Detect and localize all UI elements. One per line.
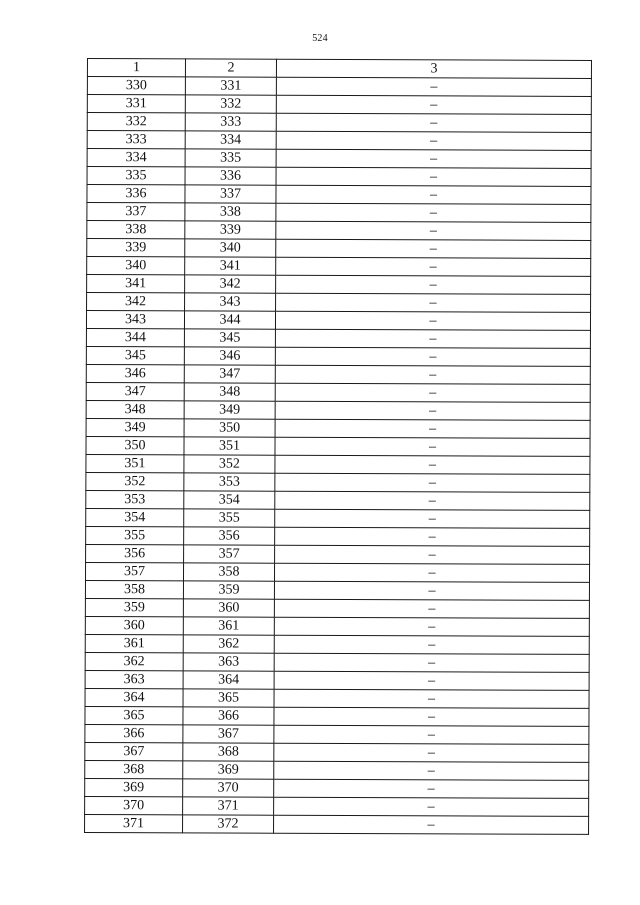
table-row bbox=[86, 346, 590, 366]
table-row bbox=[87, 113, 591, 133]
table-cell-col-1: 350 bbox=[86, 436, 184, 454]
table-cell-col-3: – bbox=[275, 365, 590, 384]
table-cell-col-3: – bbox=[275, 329, 590, 348]
table-cell-col-1: 355 bbox=[86, 526, 184, 544]
table-cell-col-1: 367 bbox=[85, 742, 183, 760]
table-cell-col-2: 351 bbox=[184, 437, 275, 455]
table-row bbox=[86, 311, 590, 331]
table-cell-col-2: 342 bbox=[185, 275, 276, 293]
table-cell-col-1: 332 bbox=[87, 113, 185, 131]
table-cell-col-2: 343 bbox=[185, 293, 276, 311]
table-cell-col-1: 362 bbox=[85, 652, 183, 670]
table-cell-col-2: 354 bbox=[184, 491, 275, 509]
table-row bbox=[85, 742, 589, 762]
table-cell-col-1: 365 bbox=[85, 706, 183, 724]
table-cell-col-2: 367 bbox=[183, 725, 274, 743]
table-row bbox=[86, 364, 590, 384]
table-row bbox=[85, 598, 589, 618]
column-header-2: 2 bbox=[185, 59, 276, 77]
table-cell-col-3: – bbox=[274, 563, 589, 582]
table-cell-col-3: – bbox=[275, 491, 590, 510]
table-row bbox=[85, 616, 589, 636]
table-cell-col-1: 342 bbox=[87, 293, 185, 311]
table-cell-col-1: 339 bbox=[87, 239, 185, 257]
table-cell-col-1: 344 bbox=[86, 328, 184, 346]
table-cell-col-1: 369 bbox=[85, 778, 183, 796]
table-cell-col-1: 337 bbox=[87, 203, 185, 221]
table-cell-col-2: 350 bbox=[184, 419, 275, 437]
table-cell-col-3: – bbox=[274, 707, 589, 726]
table-cell-col-1: 360 bbox=[85, 616, 183, 634]
table-cell-col-3: – bbox=[276, 221, 591, 240]
table-cell-col-1: 334 bbox=[87, 149, 185, 167]
table-row bbox=[86, 418, 590, 438]
table-cell-col-3: – bbox=[275, 545, 590, 564]
table-cell-col-1: 351 bbox=[86, 454, 184, 472]
table-cell-col-1: 333 bbox=[87, 131, 185, 149]
table-cell-col-2: 337 bbox=[185, 185, 276, 203]
table-row bbox=[87, 293, 591, 313]
table-row bbox=[87, 221, 591, 241]
table-cell-col-3: – bbox=[275, 473, 590, 492]
table-cell-col-2: 339 bbox=[185, 221, 276, 239]
table-row bbox=[86, 526, 590, 546]
table-cell-col-3: – bbox=[274, 743, 589, 762]
table-cell-col-3: – bbox=[274, 761, 589, 780]
column-header-1: 1 bbox=[87, 59, 185, 77]
table-cell-col-3: – bbox=[274, 581, 589, 600]
table-cell-col-1: 349 bbox=[86, 418, 184, 436]
table-cell-col-2: 352 bbox=[184, 455, 275, 473]
table-cell-col-2: 359 bbox=[183, 581, 274, 599]
table-cell-col-2: 341 bbox=[185, 257, 276, 275]
table-row bbox=[85, 634, 589, 654]
table-cell-col-3: – bbox=[276, 77, 591, 96]
table-row bbox=[87, 77, 591, 97]
table-cell-col-2: 345 bbox=[184, 329, 275, 347]
table-cell-col-3: – bbox=[274, 797, 589, 816]
table-cell-col-1: 359 bbox=[85, 598, 183, 616]
table-cell-col-1: 370 bbox=[85, 796, 183, 814]
table-cell-col-1: 346 bbox=[86, 364, 184, 382]
table-cell-col-3: – bbox=[274, 671, 589, 690]
table-cell-col-1: 348 bbox=[86, 400, 184, 418]
table-row bbox=[86, 490, 590, 510]
table-cell-col-3: – bbox=[274, 779, 589, 798]
table-row bbox=[86, 436, 590, 456]
table-row bbox=[86, 472, 590, 492]
table-row bbox=[85, 814, 589, 834]
table-cell-col-2: 369 bbox=[183, 761, 274, 779]
table-cell-col-1: 354 bbox=[86, 508, 184, 526]
header-row bbox=[87, 59, 591, 79]
table-row bbox=[87, 149, 591, 169]
table-cell-col-2: 361 bbox=[183, 617, 274, 635]
table-cell-col-1: 368 bbox=[85, 760, 183, 778]
table-cell-col-2: 363 bbox=[183, 653, 274, 671]
table-cell-col-2: 368 bbox=[183, 743, 274, 761]
table-cell-col-3: – bbox=[274, 599, 589, 618]
table-cell-col-3: – bbox=[276, 257, 591, 276]
table-cell-col-2: 365 bbox=[183, 689, 274, 707]
table-cell-col-2: 340 bbox=[185, 239, 276, 257]
table-cell-col-1: 352 bbox=[86, 472, 184, 490]
table-cell-col-3: – bbox=[275, 419, 590, 438]
table-cell-col-1: 345 bbox=[86, 346, 184, 364]
table-cell-col-1: 364 bbox=[85, 688, 183, 706]
table-cell-col-3: – bbox=[274, 635, 589, 654]
table-cell-col-2: 334 bbox=[185, 131, 276, 149]
table-cell-col-1: 356 bbox=[86, 544, 184, 562]
table-cell-col-3: – bbox=[276, 131, 591, 150]
table-cell-col-3: – bbox=[276, 95, 591, 114]
table-cell-col-3: – bbox=[276, 275, 591, 294]
table-row bbox=[85, 778, 589, 798]
table-cell-col-3: – bbox=[275, 437, 590, 456]
table-cell-col-2: 332 bbox=[185, 95, 276, 113]
table-row bbox=[87, 239, 591, 259]
table-row bbox=[87, 185, 591, 205]
table-row bbox=[85, 652, 589, 672]
table-cell-col-1: 340 bbox=[87, 257, 185, 275]
table-cell-col-2: 357 bbox=[184, 545, 275, 563]
table-row bbox=[87, 131, 591, 151]
table-cell-col-3: – bbox=[275, 527, 590, 546]
page-number: 524 bbox=[312, 33, 328, 44]
table-cell-col-2: 371 bbox=[183, 797, 274, 815]
table-cell-col-3: – bbox=[276, 149, 591, 168]
table-cell-col-1: 353 bbox=[86, 490, 184, 508]
table-row bbox=[85, 670, 589, 690]
table-row bbox=[86, 544, 590, 564]
table-cell-col-2: 370 bbox=[183, 779, 274, 797]
table-row bbox=[87, 257, 591, 277]
table-cell-col-2: 355 bbox=[184, 509, 275, 527]
table-cell-col-3: – bbox=[275, 383, 590, 402]
table-cell-col-2: 358 bbox=[183, 563, 274, 581]
table-cell-col-2: 362 bbox=[183, 635, 274, 653]
table-row bbox=[87, 203, 591, 223]
table-row bbox=[85, 724, 589, 744]
table-cell-col-1: 363 bbox=[85, 670, 183, 688]
table-cell-col-1: 336 bbox=[87, 185, 185, 203]
table-cell-col-3: – bbox=[276, 203, 591, 222]
table-cell-col-2: 372 bbox=[183, 815, 274, 833]
table-row bbox=[87, 95, 591, 115]
table-row bbox=[86, 328, 590, 348]
table-row bbox=[86, 508, 590, 528]
table-cell-col-3: – bbox=[276, 239, 591, 258]
table-row bbox=[85, 580, 589, 600]
table-cell-col-2: 348 bbox=[184, 383, 275, 401]
table-cell-col-3: – bbox=[274, 689, 589, 708]
table-row bbox=[87, 167, 591, 187]
table-cell-col-2: 333 bbox=[185, 113, 276, 131]
table-cell-col-2: 356 bbox=[184, 527, 275, 545]
table-row bbox=[87, 275, 591, 295]
table-cell-col-3: – bbox=[276, 113, 591, 132]
table-cell-col-3: – bbox=[276, 167, 591, 186]
data-table bbox=[84, 58, 592, 835]
table-cell-col-3: – bbox=[275, 509, 590, 528]
table-cell-col-1: 358 bbox=[85, 580, 183, 598]
table-cell-col-2: 335 bbox=[185, 149, 276, 167]
table-cell-col-3: – bbox=[275, 311, 590, 330]
table-cell-col-1: 330 bbox=[87, 77, 185, 95]
table-cell-col-3: – bbox=[276, 185, 591, 204]
column-header-3: 3 bbox=[276, 59, 591, 78]
table-cell-col-3: – bbox=[276, 293, 591, 312]
table-cell-col-3: – bbox=[274, 725, 589, 744]
table-cell-col-1: 338 bbox=[87, 221, 185, 239]
table-row bbox=[85, 706, 589, 726]
table-cell-col-3: – bbox=[274, 653, 589, 672]
table-cell-col-2: 360 bbox=[183, 599, 274, 617]
table-cell-col-2: 344 bbox=[184, 311, 275, 329]
table-row bbox=[86, 454, 590, 474]
table-cell-col-3: – bbox=[274, 815, 589, 834]
table-cell-col-1: 357 bbox=[85, 562, 183, 580]
table-row bbox=[85, 796, 589, 816]
table-row bbox=[85, 688, 589, 708]
table-cell-col-2: 349 bbox=[184, 401, 275, 419]
table-cell-col-1: 371 bbox=[85, 814, 183, 832]
table-cell-col-2: 331 bbox=[185, 77, 276, 95]
table-cell-col-2: 353 bbox=[184, 473, 275, 491]
table-header bbox=[87, 59, 591, 79]
table-cell-col-2: 366 bbox=[183, 707, 274, 725]
table-row bbox=[86, 382, 590, 402]
table-cell-col-2: 347 bbox=[184, 365, 275, 383]
table-cell-col-3: – bbox=[275, 347, 590, 366]
table-cell-col-1: 331 bbox=[87, 95, 185, 113]
table-cell-col-3: – bbox=[275, 401, 590, 420]
table-cell-col-1: 361 bbox=[85, 634, 183, 652]
table-cell-col-2: 364 bbox=[183, 671, 274, 689]
table-row bbox=[86, 400, 590, 420]
table-cell-col-2: 346 bbox=[184, 347, 275, 365]
table-row bbox=[85, 562, 589, 582]
table-cell-col-3: – bbox=[275, 455, 590, 474]
table-cell-col-1: 343 bbox=[86, 311, 184, 329]
table-cell-col-1: 366 bbox=[85, 724, 183, 742]
table-cell-col-2: 338 bbox=[185, 203, 276, 221]
table-cell-col-1: 347 bbox=[86, 382, 184, 400]
table-cell-col-2: 336 bbox=[185, 167, 276, 185]
table-row bbox=[85, 760, 589, 780]
table-cell-col-1: 341 bbox=[87, 275, 185, 293]
table-cell-col-1: 335 bbox=[87, 167, 185, 185]
table-body bbox=[85, 77, 592, 835]
table-cell-col-3: – bbox=[274, 617, 589, 636]
